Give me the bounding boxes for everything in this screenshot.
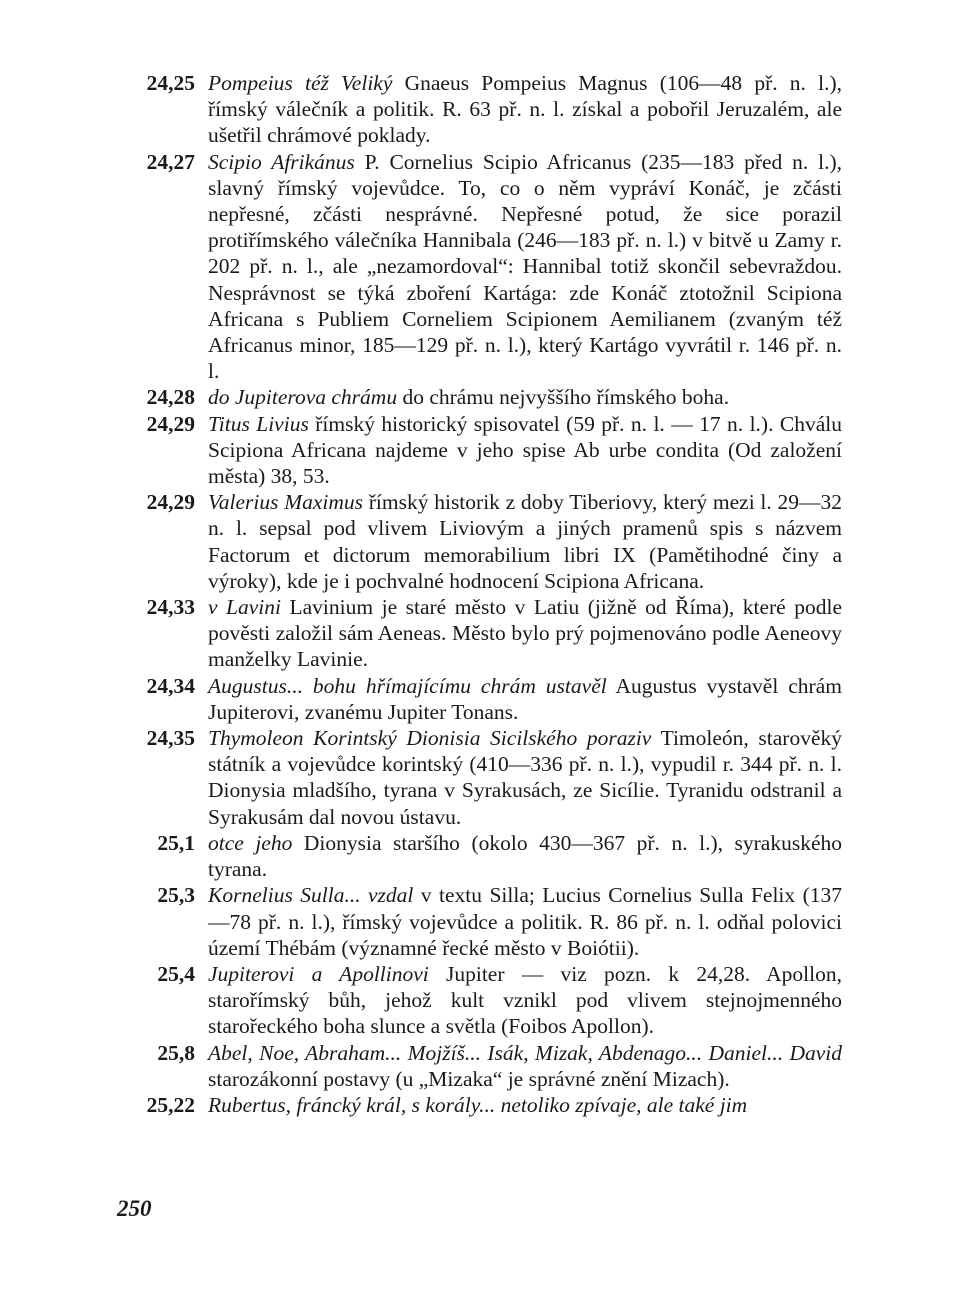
note-text: římský historik z doby Tiberiovy, který mezi l. 29—32 n. l. sepsal pod vlivem Liviovým a jiných pramenů spis s názvem Factorum et dictorum memorabilium libri IX (Pamětihodné činy a výroky), kde je i pochvalné hodnocení Scipiona Africana.: [208, 490, 842, 593]
page-number: 250: [117, 1196, 152, 1221]
note-lemma: Abel, Noe, Abraham... Mojžíš... Isák, Mizak, Abdenago... Daniel... David: [208, 1040, 842, 1065]
note-item: [0, 1040, 842, 1092]
note-text: starozákonní postavy (u „Mizaka“ je správné znění Mizach).: [208, 1066, 730, 1091]
note-lemma: Valerius Maximus: [208, 490, 364, 515]
note-item: [0, 725, 842, 830]
note-lemma: v Lavini: [208, 595, 281, 620]
note-reference: 25,1: [157, 830, 195, 855]
note-item: [0, 489, 842, 594]
note-lemma: Titus Livius: [208, 411, 309, 436]
note-item: [0, 594, 842, 673]
note-text: římský historický spisovatel (59 př. n. l. — 17 n. l.). Chválu Scipiona Africana najdeme v jeho spise Ab urbe condita (Od založení města) 38, 53.: [208, 411, 842, 489]
note-text: P. Cornelius Scipio Africanus (235—183 před n. l.), slavný římský vojevůdce. To, co o něm vypráví Konáč, je zčásti nepřesné, zčásti nesprávné. Nepřesné potud, že sice porazil protiřímského válečníka Hannibala (246—183 př. n. l.) v bitvě u Zamy r. 202 př. n. l., ale „nezamordoval“: Hannibal totiž skončil sebevraždou. Nesprávnost se týká zboření Kartága: zde Konáč ztotožnil Scipiona Africana s Publiem Corneliem Scipionem Aemilianem (zvaným též Africanus minor, 185—129 př. n. l.), který Kartágo vyvrátil r. 146 př. n. l.: [208, 149, 842, 384]
note-reference: 25,4: [157, 961, 195, 986]
note-text: Timoleón, starověký státník a vojevůdce korintský (410—336 př. n. l.), vypudil r. 344 př. n. l. Dionysia mladšího, tyrana v Syrakusách, ze Sicílie. Tyranidu odstranil a Syrakusám dal novou ústavu.: [208, 726, 842, 829]
note-reference: 25,3: [157, 883, 195, 908]
note-reference: 24,28: [146, 385, 195, 410]
note-text: Gnaeus Pompeius Magnus (106—48 př. n. l.), římský válečník a politik. R. 63 př. n. l. získal a pobořil Jeruzalém, ale ušetřil chrámové poklady.: [208, 71, 842, 148]
note-text: Augustus vystavěl chrám Jupiterovi, zvanému Jupiter Tonans.: [208, 673, 842, 724]
note-text: v textu Silla; Lucius Cornelius Sulla Felix (137—78 př. n. l.), římský vojevůdce a politik. R. 86 př. n. l. odňal polovici území Thébám (významné řecké město v Boiótii).: [208, 883, 842, 960]
note-item: [0, 411, 842, 490]
note-reference: 24,33: [146, 595, 195, 620]
note-text: Jupiter — viz pozn. k 24,28. Apollon, starořímský bůh, jehož kult vznikl pod vlivem stejnojmenného starořeckého boha slunce a světla (Foibos Apollon).: [208, 961, 842, 1039]
note-item: [0, 1092, 842, 1118]
note-lemma: Thymoleon Korintský Dionisia Sicilského poraziv: [208, 726, 652, 751]
note-lemma: Augustus... bohu hřímajícímu chrám ustavěl: [208, 673, 607, 698]
note-reference: 24,29: [146, 490, 195, 515]
note-lemma: Scipio Afrikánus: [208, 149, 355, 174]
note-item: [0, 673, 842, 725]
note-reference: 24,25: [146, 71, 195, 95]
notes-page: [0, 70, 960, 1118]
note-lemma: otce jeho: [208, 830, 293, 855]
note-reference: 24,27: [146, 149, 195, 174]
note-lemma: Kornelius Sulla... vzdal: [208, 883, 414, 908]
note-item: [0, 882, 842, 961]
note-reference: 24,29: [146, 411, 195, 436]
note-lemma: do Jupiterova chrámu: [208, 385, 398, 410]
note-text: Dionysia staršího (okolo 430—367 př. n. l.), syrakuského tyrana.: [208, 830, 843, 882]
note-reference: 25,22: [146, 1092, 195, 1117]
note-item: [0, 961, 842, 1040]
note-item: [0, 830, 842, 882]
note-reference: 24,34: [146, 673, 195, 698]
note-item: [0, 70, 842, 149]
note-item: [0, 384, 842, 410]
note-item: [0, 149, 842, 385]
note-reference: 25,8: [157, 1040, 195, 1065]
note-lemma: Pompeius též Veliký: [208, 71, 393, 95]
note-lemma: Rubertus, fráncký král, s korály... netoliko zpívaje, ale také jim: [208, 1092, 748, 1117]
note-lemma: Jupiterovi a Apollinovi: [208, 961, 429, 986]
note-text: Lavinium je staré město v Latiu (jižně od Říma), které podle pověsti založil sám Aeneas. Město bylo prý pojmenováno podle Aeneovy manželky Lavinie.: [208, 595, 842, 672]
note-text: do chrámu nejvyššího římského boha.: [397, 385, 730, 410]
note-reference: 24,35: [146, 726, 195, 751]
